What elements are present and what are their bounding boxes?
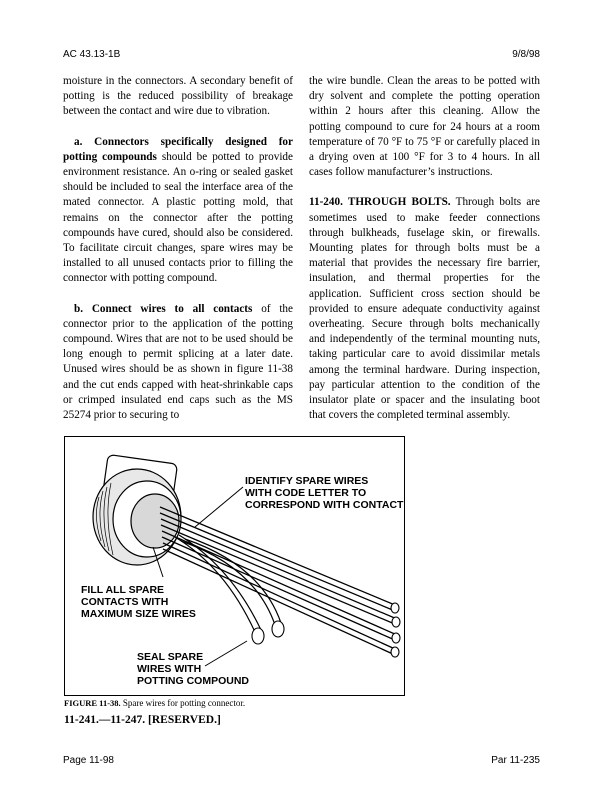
paragraph-cleaning-curing: the wire bundle. Clean the areas to be potted with dry solvent and complete the potting operation within 2 hours after this cleaning. Allow the potting compound to cure for 24 hours at a room temperature of 70 °F to 75 °F or carefully placed in a drying oven at 100 °F for 3 to 4 hours. In all cases follow manufacturer’s instructions.	[309, 75, 540, 179]
label-fill-line-1: FILL ALL SPARE	[81, 584, 165, 596]
label-seal-line-1: SEAL SPARE	[137, 651, 204, 663]
reserved-heading: 11-241.—11-247. [RESERVED.]	[64, 714, 221, 726]
footer-page-number: Page 11-98	[63, 755, 114, 766]
label-identify-line-3: CORRESPOND WITH CONTACT	[245, 499, 404, 511]
label-fill-line-3: MAXIMUM SIZE WIRES	[81, 608, 196, 620]
figure-caption	[64, 698, 245, 708]
label-identify-line-2: WITH CODE LETTER TO	[245, 487, 367, 499]
header-date: 9/8/98	[512, 49, 540, 60]
paragraph-connectors-potting	[63, 135, 293, 287]
paragraph-connect-wires	[63, 302, 293, 424]
text-connect-wires: of the connector prior to the application of the potting compound. Wires that are not to be used should be long enough to permit splicing at a later date. Unused wires should be as shown in figure 11-38 and the cut ends capped with heat-shrinkable caps or crimped insulated end caps such as the MS 25274 prior to securing to	[63, 302, 293, 422]
heading-connect-wires: b. Connect wires to all contacts	[74, 302, 253, 315]
label-seal-spare-wires	[137, 651, 249, 687]
figure-spare-wires	[64, 436, 405, 696]
text-connectors-potting: should be potted to provide environment resistance. An o-ring or sealed gasket should be included to seal the interface area of the mated connector. A plastic potting mold, that remains on the connector after the potting compounds have cured, should also be considered. To facilitate circuit changes, spare wires may be installed to all unused contacts prior to filling the connector with potting compound.	[63, 150, 293, 285]
label-identify-line-1: IDENTIFY SPARE WIRES	[245, 475, 369, 487]
label-identify-spare-wires	[245, 475, 403, 511]
figure-caption-number: FIGURE 11-38.	[64, 698, 121, 708]
text-through-bolts: Through bolts are sometimes used to make feeder connections through bulkheads, fuselage skin, or firewalls. Mounting plates for through bolts must be a material that provides the necessary fire barrier, insulation, and thermal properties for the application. Sufficient cross section should be provided to ensure adequate conductivity against overheating. Secure through bolts mechanically and independently of the terminal mounting nuts, taking particular care to avoid dissimilar metals among the terminal hardware. During inspection, pay particular attention to the condition of the insulator plate or spacer and the insulating boot that covers the completed terminal assembly.	[309, 196, 540, 422]
label-fill-spare-contacts	[81, 584, 196, 620]
heading-through-bolts: 11-240. THROUGH BOLTS.	[309, 196, 451, 209]
label-seal-line-2: WIRES WITH	[137, 663, 202, 675]
figure-caption-text: Spare wires for potting connector.	[120, 698, 246, 708]
right-column	[309, 74, 540, 438]
footer-paragraph-ref: Par 11-235	[491, 755, 540, 766]
heading-connectors-potting: a. Connectors specifically designed for potting compounds	[63, 135, 293, 163]
left-column	[63, 74, 293, 438]
paragraph-through-bolts	[309, 195, 540, 423]
paragraph-potting-benefit: moisture in the connectors. A secondary benefit of potting is the reduced possibility of breakage between the contact and wire due to vibration.	[63, 75, 293, 118]
header-doc-number: AC 43.13-1B	[63, 49, 121, 60]
label-seal-line-3: POTTING COMPOUND	[137, 675, 249, 687]
label-fill-line-2: CONTACTS WITH	[81, 596, 169, 608]
